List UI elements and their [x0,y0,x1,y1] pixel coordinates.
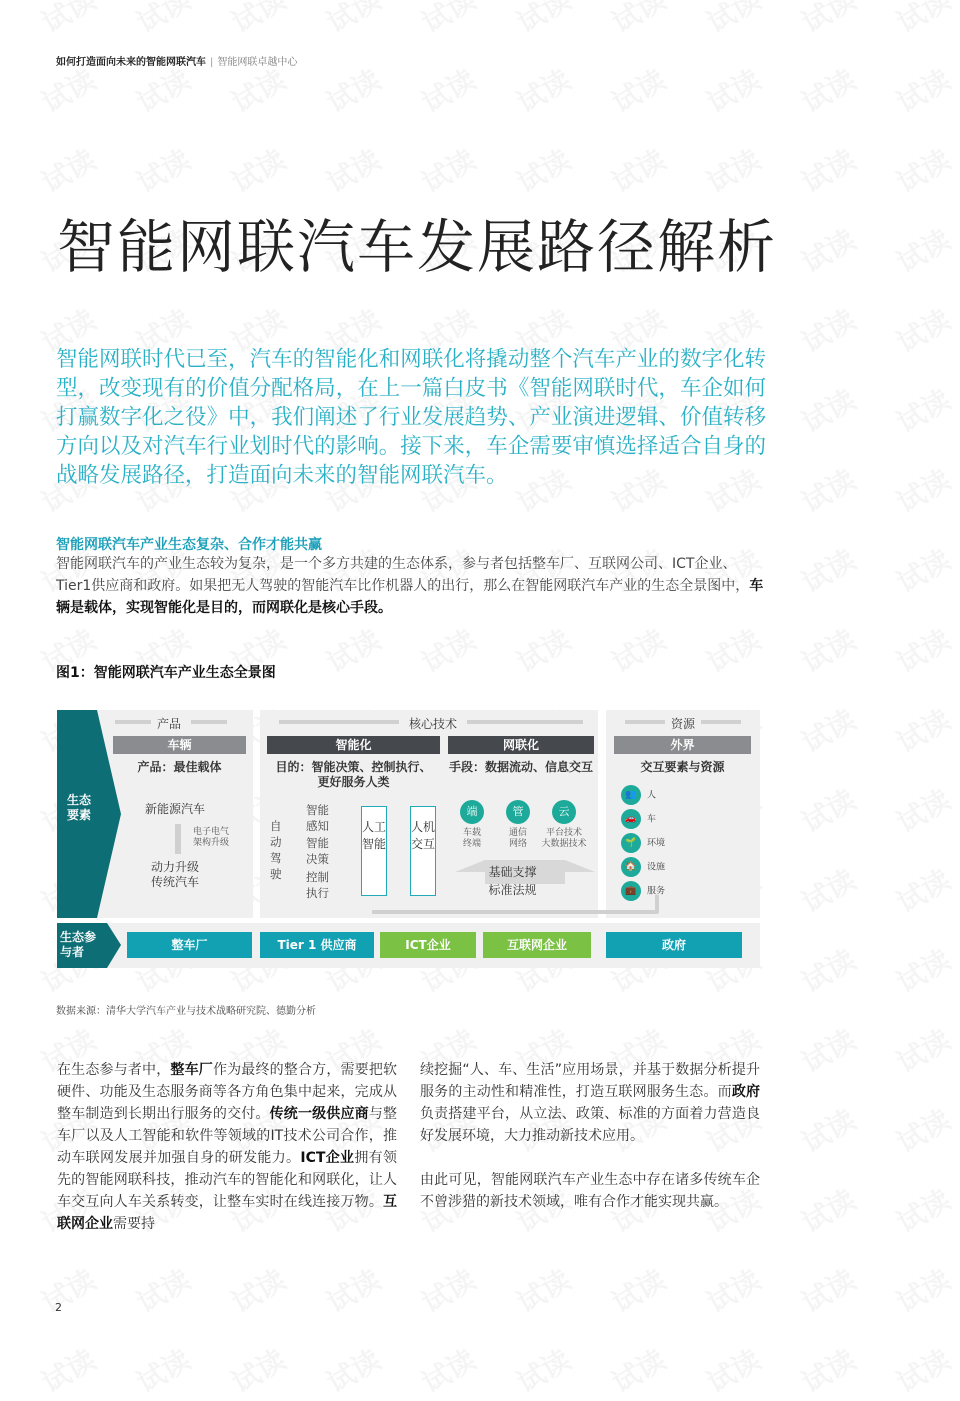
resource-item [621,857,701,878]
node-icon: 管 [506,800,530,824]
watermark-text [794,459,863,522]
text-run: 拥有领先的智能网联科技，推动汽车的智能化和网联化，让人车交互向人车关系转变，让整车实时在线连接万物。 [57,1150,397,1210]
watermark-text [129,1259,198,1322]
text-run: 负责搭建平台，从立法、政策、标准的方面着力营造良好发展环境，大力推动新技术应用。 [420,1106,760,1144]
resource-item [621,833,701,854]
watermark-text [889,1179,958,1242]
watermark-text [794,0,863,41]
watermark-text [34,59,103,122]
node-label: 车载 [462,828,481,838]
watermark-text [319,0,388,41]
watermark-text [224,139,293,202]
feedback-line [372,910,658,914]
nev-label: 新能源汽车 [145,802,206,816]
resource-label: 车 [647,814,657,825]
resource-item [621,785,701,806]
arrow-left-icon [625,720,665,724]
watermark-text [319,1339,388,1401]
core-arrow-label: 核心技术 [409,717,458,731]
autodrive-label: 自动驾驶 [270,819,282,881]
watermark-text [319,619,388,682]
watermark-text [509,59,578,122]
participant-internet: 互联网企业 [483,932,591,958]
watermark-text [414,59,483,122]
external-bar: 外界 [614,736,751,754]
watermark-text [699,59,768,122]
watermark-text [794,1259,863,1322]
watermark-text [794,59,863,122]
resource-icon: 🚗 [621,809,641,829]
watermark-text [34,1259,103,1322]
watermark-text [794,379,863,442]
watermark-text [794,699,863,762]
page-number: 2 [55,1301,62,1314]
standards-label: 标准法规 [488,883,537,897]
watermark-text [794,619,863,682]
watermark-text [224,1259,293,1322]
bold-run: 传统一级供应商 [269,1106,369,1122]
watermark-text [604,1339,673,1401]
watermark-text [699,1259,768,1322]
watermark-text [889,859,958,922]
bold-run: ICT企业 [300,1150,355,1166]
watermark-text [889,379,958,442]
watermark-text [889,699,958,762]
ai-box: 人工智能 [361,806,387,896]
node-label: 平台技术 [545,828,582,838]
watermark-text [889,939,958,1002]
figure-title: 图1：智能网联汽车产业生态全景图 [56,665,276,681]
watermark-text [699,139,768,202]
header-subtitle: 智能网联卓越中心 [217,57,298,68]
right-paragraph-1 [420,1059,760,1147]
watermark-text [794,779,863,842]
watermark-text [889,1099,958,1162]
resource-icon: 👥 [621,785,641,805]
arrow-right-icon [191,720,227,724]
watermark-text [604,619,673,682]
right-paragraph-2: 由此可见，智能网联汽车产业生态中存在诸多传统车企不曾涉猎的新技术领域，唯有合作才能实现共赢。 [420,1172,760,1210]
watermark-text [794,1019,863,1082]
networking-bar: 网联化 [448,736,594,754]
watermark-text [794,1179,863,1242]
text-run: 需要持 [113,1216,155,1232]
watermark-text [319,139,388,202]
participant-government: 政府 [606,932,742,958]
watermark-text [699,0,768,41]
figure-source: 数据来源：清华大学汽车产业与技术战略研究院、德勤分析 [56,1006,316,1017]
watermark-text [319,59,388,122]
watermark-text [414,0,483,41]
watermark-text [699,1339,768,1401]
resource-subtitle: 交互要素与资源 [640,760,725,774]
section-bold: 车辆是载体，实现智能化是目的，而网联化是核心手段。 [56,578,764,616]
foundation-label: 基础支撑 [488,865,537,879]
text-run: 与整车厂以及人工智能和软件等领域的IT技术公司合作，推动车联网发展并加强自身的研发能力。 [57,1106,398,1166]
watermark-text [34,1339,103,1401]
watermark-text [509,0,578,41]
resource-label: 设施 [647,862,666,873]
upgrade-label: 电子电气架构升级 [193,827,230,848]
body-column-left [57,1059,397,1235]
product-arrow-label: 产品 [157,717,182,731]
arrow-right-icon [467,720,583,724]
watermark-text [794,939,863,1002]
page-title: 智能网联汽车发展路径解析 [57,213,778,281]
watermark-text [794,299,863,362]
network-node [495,800,541,850]
text-run: 在生态参与者中， [57,1062,171,1078]
watermark-text [889,1019,958,1082]
watermark-text [604,0,673,41]
watermark-text [129,0,198,41]
resource-label: 人 [647,790,657,801]
section-text: 智能网联汽车的产业生态较为复杂，是一个多方共建的生态体系，参与者包括整车厂、互联网公司、ICT企业、Tier1供应商和政府。如果把无人驾驶的智能汽车比作机器人的出行，那么在智能网联汽车产业的生态全景图中， [56,556,750,594]
node-icon: 端 [460,800,484,824]
bold-run: 互联网企业 [57,1194,397,1232]
network-node [541,800,587,850]
lead-paragraph: 智能网联时代已至，汽车的智能化和网联化将撬动整个汽车产业的数字化转型，改变现有的价值分配格局，在上一篇白皮书《智能网联时代，车企如何打赢数字化之役》中，我们阐述了行业发展趋势、产业演进逻辑、价值转移方向以及对汽车行业划时代的影响。接下来，车企需要审慎选择适合自身的战略发展路径，打造面向未来的智能网联汽车。 [56,347,766,488]
watermark-text [604,139,673,202]
product-subtitle: 产品：最佳载体 [137,760,222,774]
watermark-text [889,619,958,682]
participant-ict: ICT企业 [380,932,476,958]
resource-label: 服务 [647,886,666,897]
watermark-text [129,1339,198,1401]
hmi-box: 人机交互 [410,806,436,896]
resource-item [621,809,701,830]
watermark-text [889,779,958,842]
watermark-text [34,0,103,41]
participant-tier1: Tier 1 供应商 [260,932,374,958]
watermark-text [889,1339,958,1401]
resource-icon: 💼 [621,881,641,901]
watermark-text [604,59,673,122]
watermark-text [414,619,483,682]
watermark-text [224,1339,293,1401]
elements-label: 生态要素 [67,793,92,822]
section-heading: 智能网联汽车产业生态复杂、合作才能共赢 [56,537,322,553]
watermark-text [794,139,863,202]
watermark-text [509,1259,578,1322]
resource-item [621,881,701,902]
resource-icon: 🏠 [621,857,641,877]
arrow-up-icon [175,824,181,854]
running-header [56,53,297,68]
body-column-right [420,1059,760,1213]
arrow-right-icon [701,720,741,724]
section-paragraph [56,553,766,619]
control-label: 控制执行 [306,870,329,900]
node-label-2: 终端 [462,839,481,849]
power-upgrade-label: 动力升级 [151,860,200,874]
watermark-text [34,139,103,202]
watermark-text [889,0,958,41]
bold-run: 政府 [731,1084,761,1100]
network-node [449,800,495,850]
watermark-text [889,59,958,122]
watermark-text [794,219,863,282]
vehicle-bar: 车辆 [113,736,246,754]
participant-oem: 整车厂 [127,932,252,958]
watermark-text [319,1259,388,1322]
watermark-text [889,299,958,362]
header-title: 如何打造面向未来的智能网联汽车 [56,57,206,68]
watermark-text [889,139,958,202]
decision-label: 智能决策 [306,836,329,866]
participants-label: 生态参与者 [60,930,97,959]
resource-label: 环境 [647,838,666,849]
watermark-text [509,619,578,682]
node-icon: 云 [552,800,576,824]
watermark-text [509,139,578,202]
node-label: 通信 [508,828,527,838]
text-run: 作为最终的整合方，需要把软硬件、功能及生态服务商等各方角色集中起来，完成从整车制造到长期出行服务的交付。 [57,1062,398,1122]
watermark-text [794,1099,863,1162]
net-subtitle: 手段：数据流动、信息交互 [448,760,593,774]
watermark-text [604,1259,673,1322]
intelligence-bar: 智能化 [267,736,440,754]
traditional-car-label: 传统汽车 [151,875,200,889]
node-label-2: 网络 [508,839,527,849]
watermark-text [794,1339,863,1401]
resource-arrow-label: 资源 [671,717,696,731]
resource-icon: 🌱 [621,833,641,853]
watermark-text [794,859,863,922]
intel-subtitle-2: 更好服务人类 [317,775,390,789]
arrow-left-icon [279,720,399,724]
watermark-text [414,1339,483,1401]
ecosystem-diagram [57,710,760,968]
watermark-text [129,59,198,122]
bold-run: 整车厂 [170,1062,213,1078]
intel-subtitle: 目的：智能决策、控制执行、 [275,760,432,774]
watermark-text [509,1339,578,1401]
watermark-text [699,619,768,682]
arrow-left-icon [115,720,151,724]
watermark-text [414,139,483,202]
text-run: 续挖掘“人、车、生活”应用场景，并基于数据分析提升服务的主动性和精准性，打造互联网服务生态。而 [420,1062,760,1100]
perception-label: 智能感知 [306,803,329,833]
watermark-text [129,139,198,202]
watermark-text [889,539,958,602]
node-label-2: 大数据技术 [541,839,587,849]
watermark-text [889,219,958,282]
watermark-text [889,1259,958,1322]
header-separator: | [210,57,214,68]
watermark-text [794,539,863,602]
watermark-text [889,459,958,522]
watermark-text [224,59,293,122]
watermark-text [414,1259,483,1322]
watermark-text [224,0,293,41]
